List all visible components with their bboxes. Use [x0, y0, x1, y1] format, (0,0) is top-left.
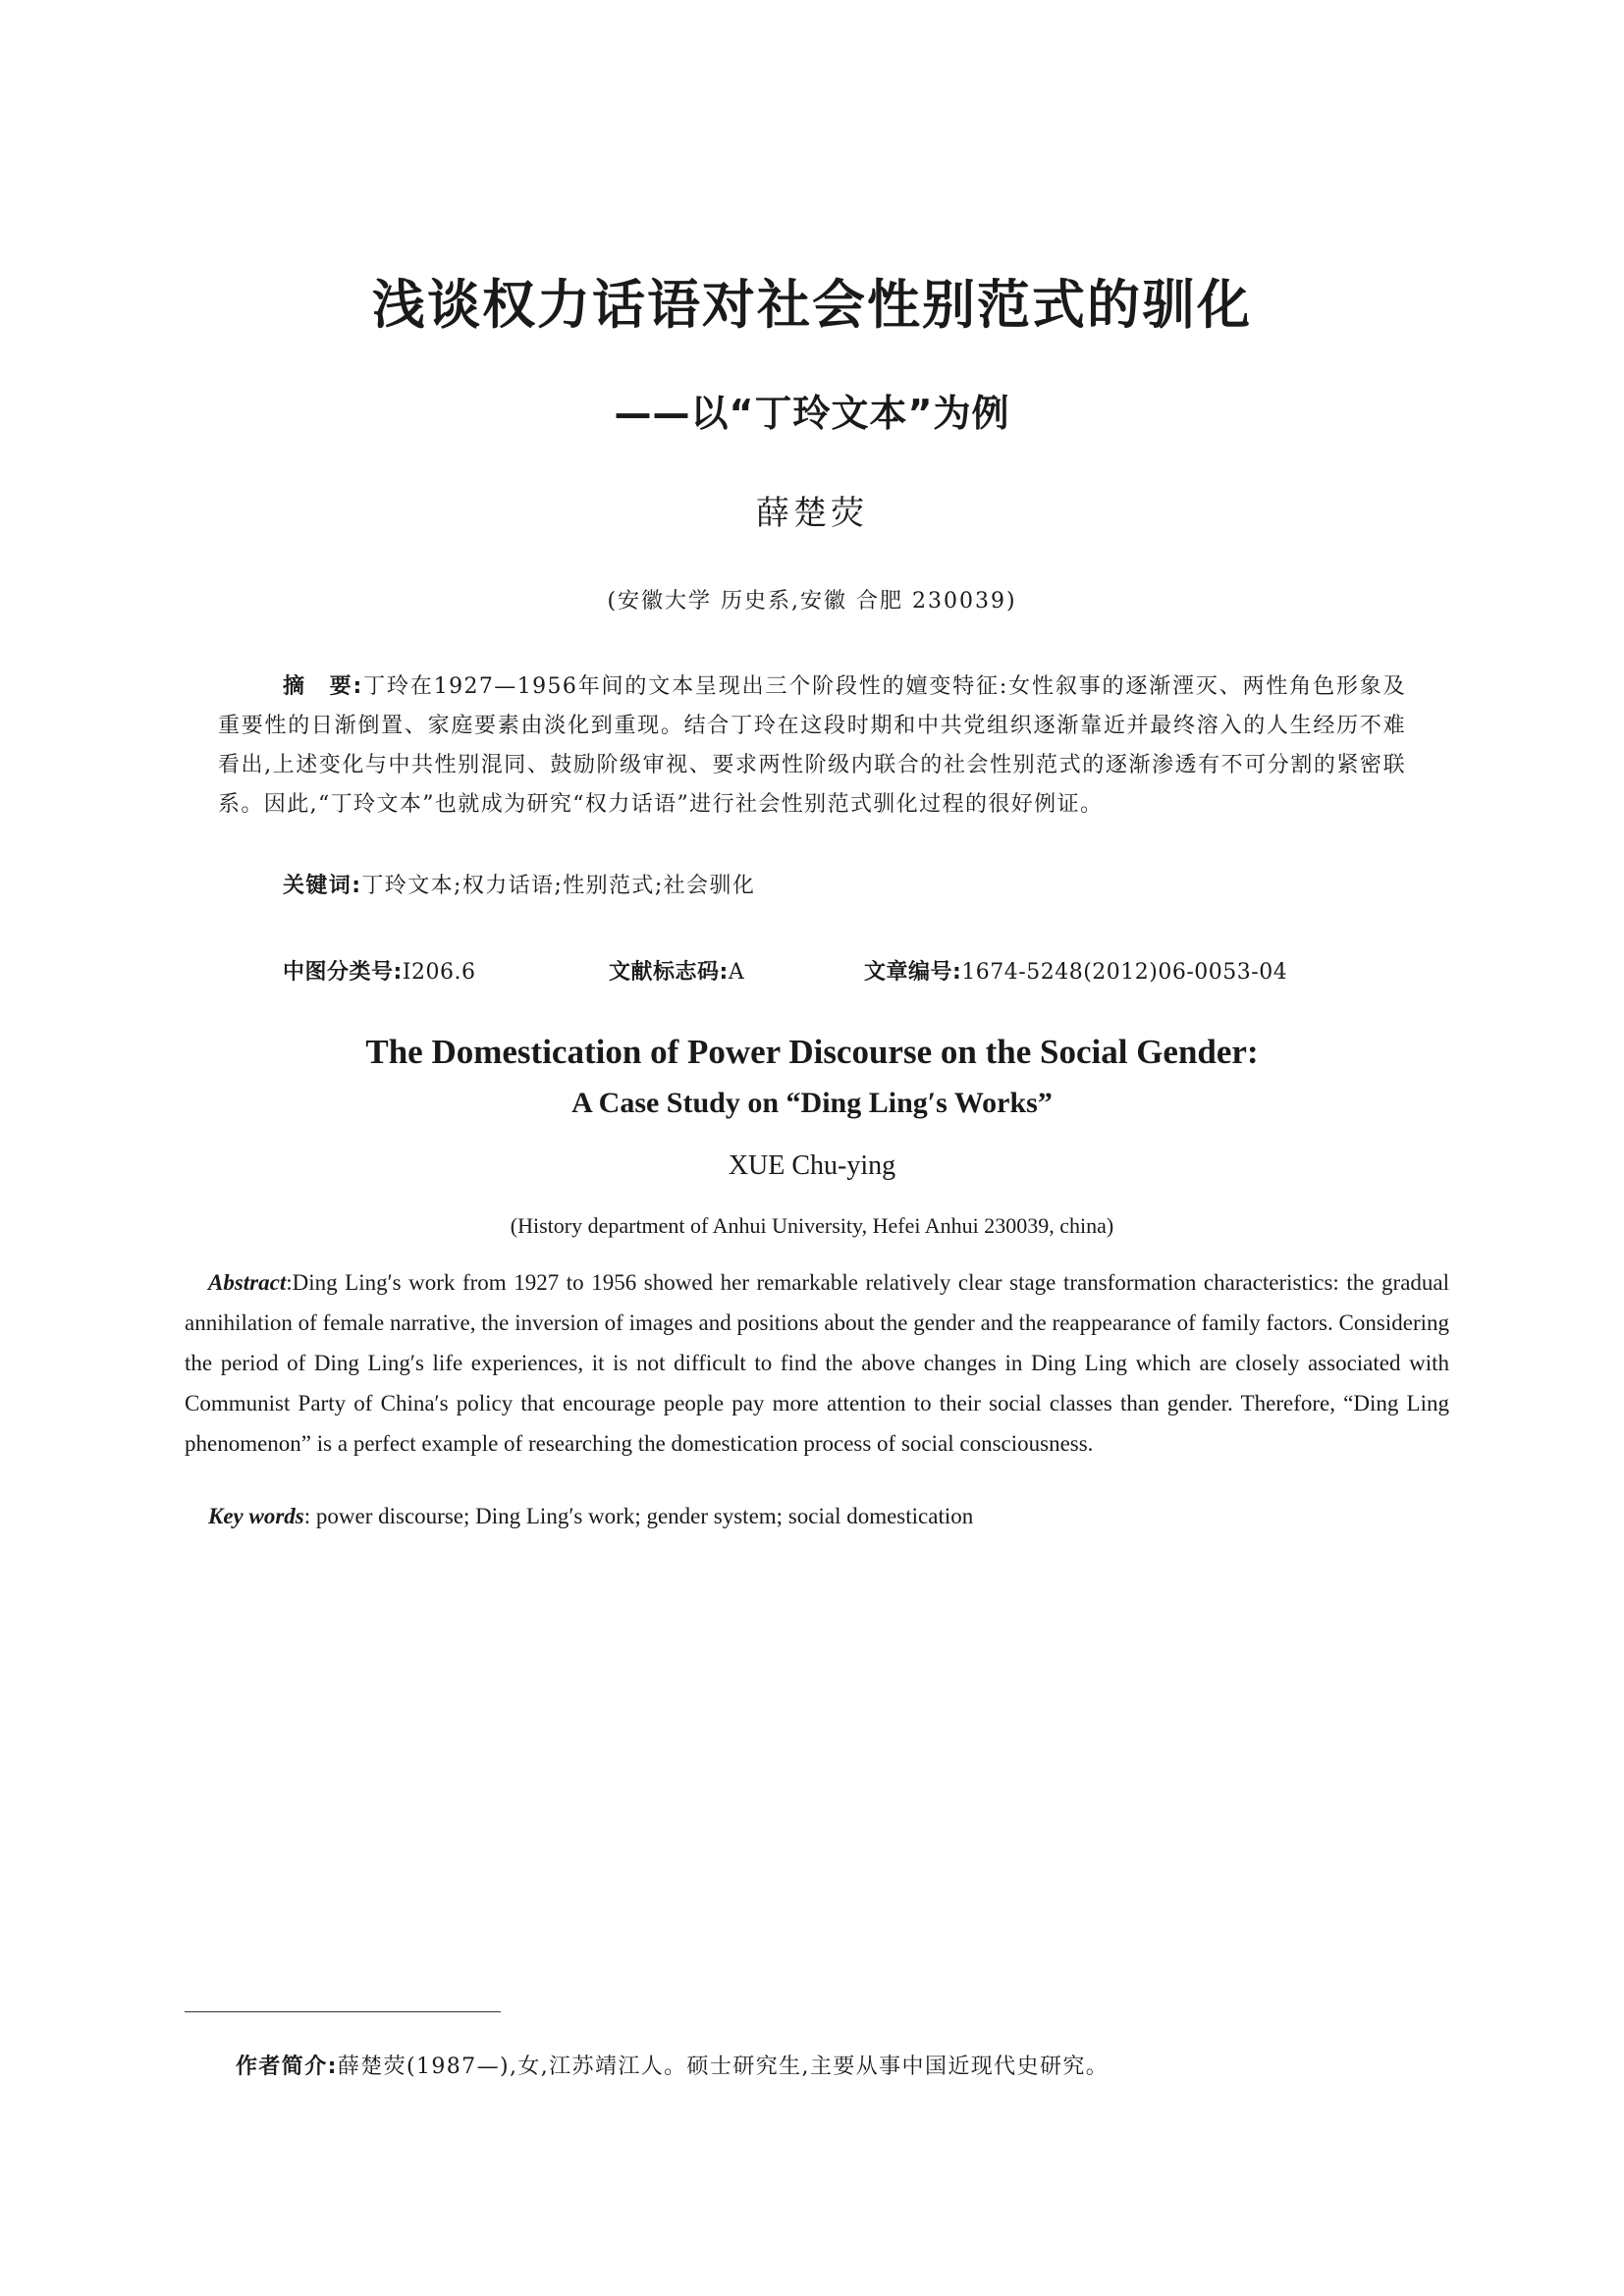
chinese-abstract-text: 丁玲在1927—1956年间的文本呈现出三个阶段性的嬗变特征:女性叙事的逐渐湮灭、两性角色形象及重要性的日渐倒置、家庭要素由淡化到重现。结合丁玲在这段时期和中共党组织逐渐靠近并最终溶入的人生经历不难看出,上述变化与中共性别混同、鼓励阶级审视、要求两性阶级内联合的社会性别范式的逐渐渗透有不可分割的紧密联系。因此,“丁玲文本”也就成为研究“权力话语”进行社会性别范式驯化过程的很好例证。: [218, 674, 1407, 817]
english-abstract-label: Abstract: [208, 1270, 287, 1295]
chinese-title: 浅谈权力话语对社会性别范式的驯化: [372, 274, 1252, 336]
english-keywords-sep: :: [303, 1504, 311, 1528]
article-number: [864, 955, 1287, 986]
english-title: The Domestication of Power Discourse on the Social Gender:: [365, 1033, 1259, 1071]
document-code-value: A: [728, 960, 745, 985]
english-affiliation: (History department of Anhui University, Hefei Anhui 230039, china): [510, 1213, 1114, 1238]
chinese-keywords-text: 丁玲文本;权力话语;性别范式;社会驯化: [361, 874, 756, 898]
chinese-abstract-label: 摘 要:: [283, 674, 363, 699]
english-abstract-sep: :: [286, 1270, 293, 1295]
author-footnote: [236, 2050, 1109, 2080]
english-author: XUE Chu-ying: [728, 1150, 896, 1181]
chinese-author: 薛楚荧: [756, 494, 868, 533]
english-keywords: [208, 1504, 973, 1529]
document-code: [609, 955, 744, 986]
english-abstract: [185, 1262, 1449, 1464]
chinese-keywords: [283, 869, 755, 899]
chinese-keywords-label: 关键词:: [283, 874, 362, 898]
clc-value: I206.6: [402, 960, 476, 985]
english-subtitle: A Case Study on “Ding Ling′s Works”: [571, 1087, 1053, 1119]
footnote-label: 作者简介:: [236, 2055, 338, 2079]
document-code-label: 文献标志码:: [609, 960, 729, 985]
article-number-value: 1674-5248(2012)06-0053-04: [961, 960, 1288, 985]
footnote-divider: [185, 2011, 501, 2012]
chinese-affiliation: (安徽大学 历史系,安徽 合肥 230039): [607, 589, 1017, 614]
chinese-abstract: [218, 667, 1406, 825]
article-number-label: 文章编号:: [864, 960, 962, 985]
chinese-subtitle: ——以“丁玲文本”为例: [614, 392, 1010, 435]
footnote-text: 薛楚荧(1987—),女,江苏靖江人。硕士研究生,主要从事中国近现代史研究。: [337, 2055, 1110, 2079]
english-keywords-label: Key words: [208, 1504, 304, 1528]
clc-label: 中图分类号:: [283, 960, 403, 985]
english-abstract-text: Ding Ling′s work from 1927 to 1956 showed her remarkable relatively clear stage transformation characteristics: the gradual annihilation of female narrative, the inversion of images and positions about the gender and the reappearance of family factors. Considering the period of Ding Ling′s life experiences, it is not difficult to find the above changes in Ding Ling which are closely associated with Communist Party of China′s policy that encourage people pay more attention to their social classes than gender. Therefore, “Ding Ling phenomenon” is a perfect example of researching the domestication process of social consciousness.: [185, 1270, 1449, 1456]
clc-number: [283, 955, 475, 986]
english-keywords-text: power discourse; Ding Ling′s work; gender system; social domestication: [315, 1504, 974, 1528]
